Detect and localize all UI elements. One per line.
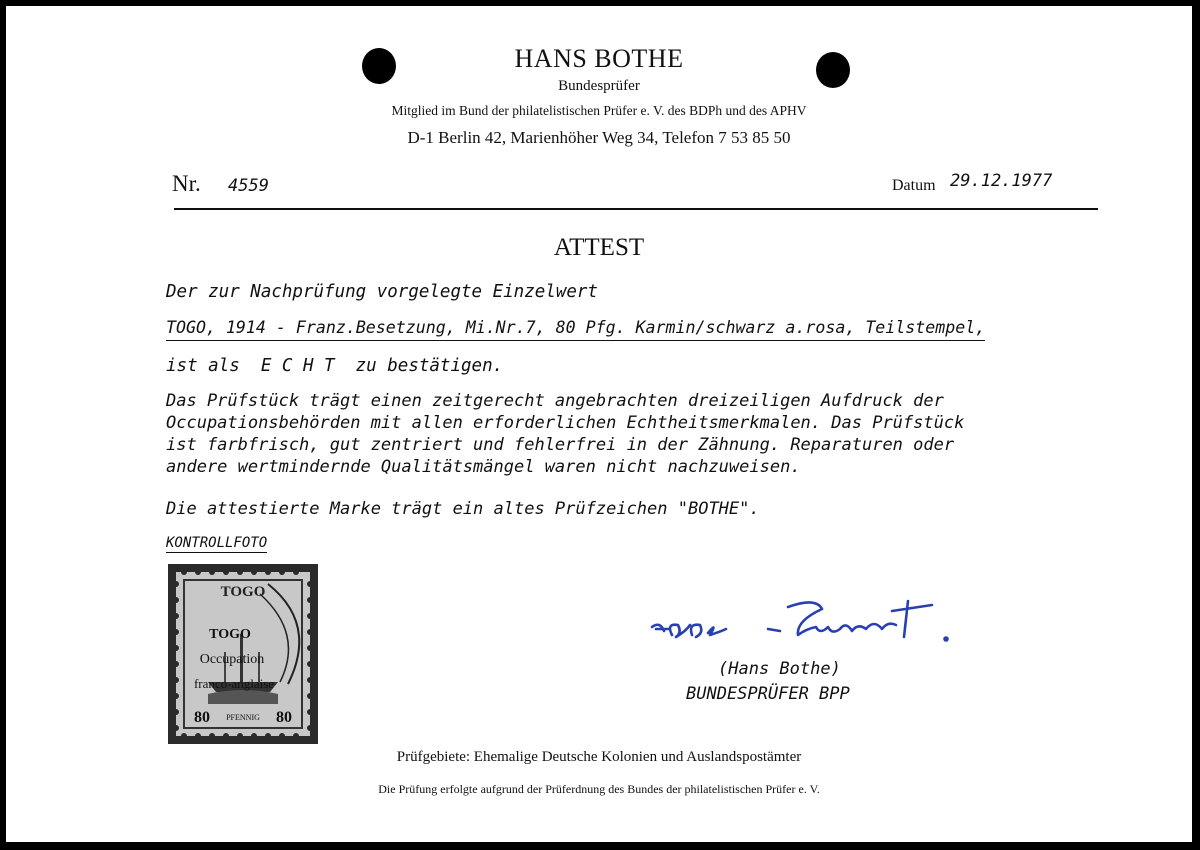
attest-certificate bbox=[6, 6, 1192, 842]
stamp-overprint-2: Occupation bbox=[199, 652, 265, 667]
photo-label: KONTROLLFOTO bbox=[166, 535, 268, 551]
datum-label: Datum bbox=[892, 177, 936, 194]
control-photo bbox=[168, 564, 318, 744]
signatory-name: (Hans Bothe) bbox=[718, 659, 841, 679]
stamp-value-left: 80 bbox=[194, 709, 210, 726]
footer-areas: Prüfgebiete: Ehemalige Deutsche Kolonien und Auslandspostämter bbox=[396, 749, 802, 765]
letterhead-membership: Mitglied im Bund der philatelistischen Prüfer e. V. des BDPh und des APHV bbox=[391, 103, 807, 118]
datum-value: 29.12.1977 bbox=[950, 171, 1053, 191]
stamp-value-right: 80 bbox=[276, 709, 292, 726]
description-line: Occupationsbehörden mit allen erforderlichen Echtheitsmerkmalen. Das Prüfstück bbox=[166, 413, 965, 433]
stamp-top-text: TOGO bbox=[220, 584, 266, 600]
stamp-overprint-1: TOGO bbox=[209, 627, 251, 642]
attest-confirmation: ist als E C H T zu bestätigen. bbox=[166, 356, 504, 376]
attest-intro: Der zur Nachprüfung vorgelegte Einzelwert bbox=[166, 282, 598, 302]
letterhead-title: Bundesprüfer bbox=[558, 78, 640, 94]
attest-heading: ATTEST bbox=[553, 234, 645, 261]
letterhead-address: D-1 Berlin 42, Marienhöher Weg 34, Telefon 7 53 85 50 bbox=[407, 128, 791, 147]
description-line: Das Prüfstück trägt einen zeitgerecht angebrachten dreizeiligen Aufdruck der bbox=[166, 391, 944, 411]
stamp-currency: PFENNIG bbox=[226, 713, 260, 722]
attest-description bbox=[166, 390, 964, 478]
header-divider bbox=[174, 208, 1098, 210]
attest-item: TOGO, 1914 - Franz.Besetzung, Mi.Nr.7, 80 Pfg. Karmin/schwarz a.rosa, Teilstempel, bbox=[166, 317, 985, 341]
stamp-overprint-3: franco-anglaise bbox=[193, 676, 275, 691]
footer-basis: Die Prüfung erfolgte aufgrund der Prüferdnung des Bundes der philatelistischen Prüfer e. V. bbox=[378, 782, 820, 796]
stamp-image bbox=[168, 564, 318, 744]
nr-label: Nr. bbox=[172, 171, 201, 196]
mark-note: Die attestierte Marke trägt ein altes Prüfzeichen "BOTHE". bbox=[166, 499, 760, 519]
signatory-role: BUNDESPRÜFER BPP bbox=[686, 684, 850, 704]
signature-image bbox=[646, 591, 976, 651]
description-line: andere wertmindernde Qualitätsmängel waren nicht nachzuweisen. bbox=[166, 457, 801, 477]
nr-value: 4559 bbox=[228, 176, 269, 196]
handwritten-signature bbox=[646, 591, 976, 651]
letterhead-name: HANS BOTHE bbox=[514, 44, 684, 73]
description-line: ist farbfrisch, gut zentriert und fehlerfrei in der Zähnung. Reparaturen oder bbox=[166, 435, 955, 455]
